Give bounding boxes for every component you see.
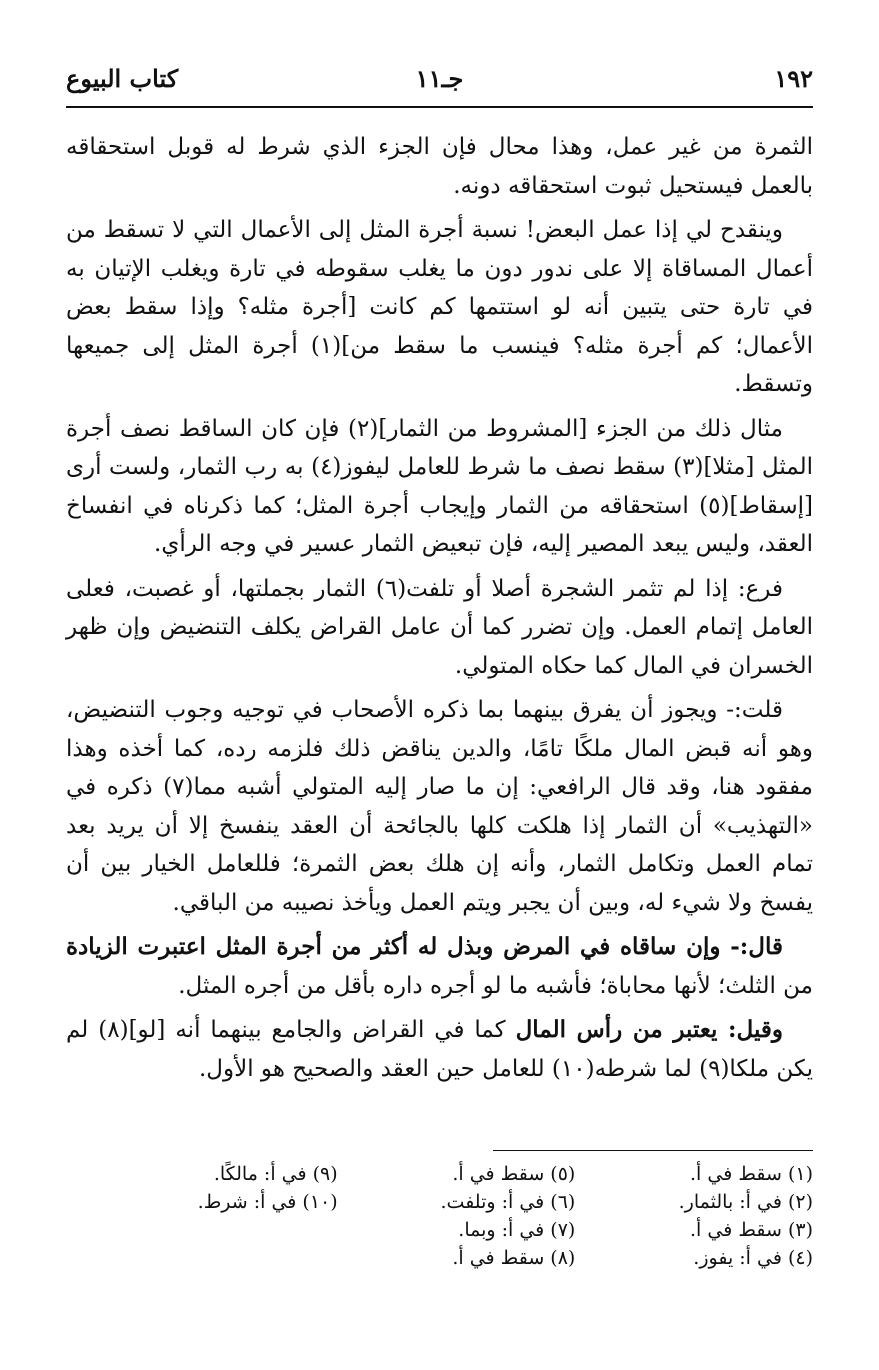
paragraph: قلت:- ويجوز أن يفرق بينهما بما ذكره الأصحاب في توجيه وجوب التنضيض، وهو أنه قبض المال ملكًا تامًا، والدين يناقض ذلك فلزمه رده، كما أخذه وهذا مفقود هنا، وقد قال الرافعي: إن ما صار إليه المتولي أشبه مما(٧) ذكره في «التهذيب» أن الثمار إذا هلكت كلها بالجائحة أن العقد ينفسخ إلا أن يريد بعد تمام العمل وتكامل الثمار، وأنه إن هلك بعض الثمرة؛ فللعامل الخيار بين أن يفسخ ولا شيء له، وبين أن يجبر ويتم العمل ويأخذ نصيبه من الباقي. bbox=[66, 697, 813, 916]
paragraph bbox=[66, 928, 813, 1005]
page-header bbox=[66, 58, 813, 102]
footnote: (٣) سقط في أ. bbox=[690, 1219, 813, 1241]
header-divider bbox=[66, 106, 813, 108]
footnote-divider bbox=[493, 1150, 813, 1151]
footnote: (٢) في أ: بالثمار. bbox=[678, 1191, 813, 1213]
book-title: كتاب البيوع bbox=[66, 64, 179, 93]
footnote-column bbox=[595, 1160, 813, 1272]
bold-lead: قال:- وإن ساقاه في المرض وبذل له أكثر من أجرة المثل اعتبرت الزيادة bbox=[66, 933, 783, 960]
footnote: (٦) في أ: وتلفت. bbox=[440, 1191, 576, 1213]
footnote-column bbox=[120, 1160, 338, 1272]
footnote: (٧) في أ: وبما. bbox=[458, 1219, 576, 1241]
body-text bbox=[66, 128, 813, 1094]
page-number: ١٩٢ bbox=[774, 64, 813, 93]
paragraph-rest: كما في القراض والجامع بينهما أنه [لو](٨) لم يكن ملكا(٩) لما شرطه(١٠) للعامل حين العقد والصحيح هو الأول. bbox=[66, 1017, 813, 1082]
footnote: (٩) في أ: مالكًا. bbox=[213, 1163, 338, 1185]
paragraph: الثمرة من غير عمل، وهذا محال فإن الجزء الذي شرط له قوبل استحقاقه بالعمل فيستحيل ثبوت استحقاقه دونه. bbox=[66, 134, 813, 199]
paragraph bbox=[66, 1011, 813, 1088]
paragraph: وينقدح لي إذا عمل البعض! نسبة أجرة المثل إلى الأعمال التي لا تسقط من أعمال المساقاة إلا على ندور دون ما يغلب سقوطه في تارة ويغلب الإتيان به في تارة حتى يتبين أنه لو استتمها كم كانت [أجرة مثله؟ وإذا سقط بعض الأعمال؛ كم أجرة مثله؟ فينسب ما سقط من](١) أجرة المثل إلى جميعها وتسقط. bbox=[66, 217, 813, 397]
paragraph: فرع: إذا لم تثمر الشجرة أصلا أو تلفت(٦) الثمار بجملتها، أو غصبت، فعلى العامل إتمام العمل. وإن تضرر كما أن عامل القراض يكلف التنضيض وإن ظهر الخسران في المال كما حكاه المتولي. bbox=[66, 575, 813, 679]
paragraph: مثال ذلك من الجزء [المشروط من الثمار](٢) فإن كان الساقط نصف أجرة المثل [مثلا](٣) سقط نصف ما شرط للعامل ليفوز(٤) به رب الثمار، ولست أرى [إسقاط](٥) استحقاقه من الثمار وإيجاب أجرة المثل؛ كما ذكرناه في انفساخ العقد، وليس يبعد المصير إليه، فإن تبعيض الثمار عسير في وجه الرأي. bbox=[66, 415, 813, 557]
paragraph-rest: من الثلث؛ لأنها محاباة؛ فأشبه ما لو أجره داره بأقل من أجره المثل. bbox=[178, 972, 813, 999]
volume-label: جـ١١ bbox=[415, 64, 464, 93]
footnote: (١٠) في أ: شرط. bbox=[197, 1191, 338, 1213]
footnote: (٥) سقط في أ. bbox=[452, 1163, 576, 1185]
footnote: (٨) سقط في أ. bbox=[452, 1247, 576, 1269]
bold-lead: وقيل: يعتبر من رأس المال bbox=[515, 1016, 783, 1043]
footnote: (١) سقط في أ. bbox=[690, 1163, 813, 1185]
footnote: (٤) في أ: يفوز. bbox=[693, 1247, 813, 1269]
footnotes bbox=[120, 1160, 813, 1272]
footnote-column bbox=[358, 1160, 576, 1272]
